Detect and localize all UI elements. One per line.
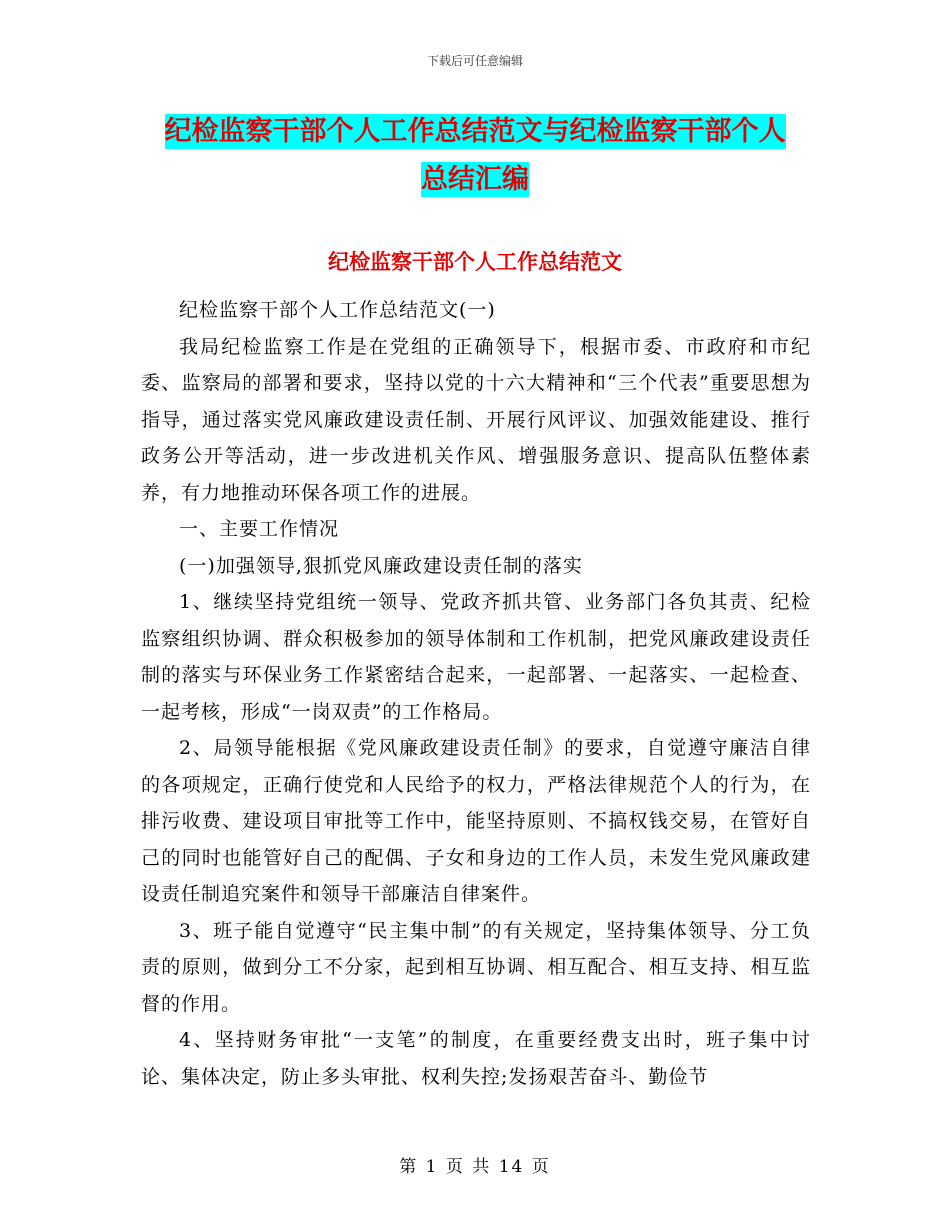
document-body bbox=[141, 292, 811, 1095]
paragraph: 2、局领导能根据《党风廉政建设责任制》的要求，自觉遵守廉洁自律的各项规定，正确行使党和人民给予的权力，严格法律规范个人的行为，在排污收费、建设项目审批等工作中，能坚持原则、不搞权钱交易，在管好自己的同时也能管好自己的配偶、子女和身边的工作人员，未发生党风廉政建设责任制追究案件和领导干部廉洁自律案件。 bbox=[141, 737, 811, 905]
paragraph-heading: 纪检监察干部个人工作总结范文(一) bbox=[179, 299, 496, 321]
page-number: 第 1 页 共 14 页 bbox=[399, 1157, 551, 1177]
document-title-line-1: 纪检监察干部个人工作总结范文与纪检监察干部个人 bbox=[164, 116, 786, 147]
document-title bbox=[0, 108, 950, 204]
paragraph-heading: (一)加强领导,狠抓党风廉政建设责任制的落实 bbox=[179, 554, 583, 577]
paragraph-heading: 一、主要工作情况 bbox=[179, 518, 340, 540]
paragraph: 我局纪检监察工作是在党组的正确领导下，根据市委、市政府和市纪委、监察局的部署和要求，坚持以党的十六大精神和“三个代表”重要思想为指导，通过落实党风廉政建设责任制、开展行风评议、加强效能建设、推行政务公开等活动，进一步改进机关作风、增强服务意识、提高队伍整体素养，有力地推动环保各项工作的进展。 bbox=[141, 335, 811, 504]
document-title-line-2: 总结汇编 bbox=[421, 164, 529, 195]
header-note: 下载后可任意编辑 bbox=[426, 54, 523, 68]
section-title: 纪检监察干部个人工作总结范文 bbox=[328, 250, 622, 274]
paragraph: 3、班子能自觉遵守“民主集中制”的有关规定，坚持集体领导、分工负责的原则，做到分工不分家，起到相互协调、相互配合、相互支持、相互监督的作用。 bbox=[141, 919, 811, 1015]
paragraph: 4、坚持财务审批“一支笔”的制度，在重要经费支出时，班子集中讨论、集体决定，防止多头审批、权利失控;发扬艰苦奋斗、勤俭节 bbox=[141, 1029, 811, 1088]
paragraph: 1、继续坚持党组统一领导、党政齐抓共管、业务部门各负其责、纪检监察组织协调、群众积极参加的领导体制和工作机制，把党风廉政建设责任制的落实与环保业务工作紧密结合起来，一起部署、一起落实、一起检查、一起考核，形成“一岗双责”的工作格局。 bbox=[141, 591, 811, 723]
